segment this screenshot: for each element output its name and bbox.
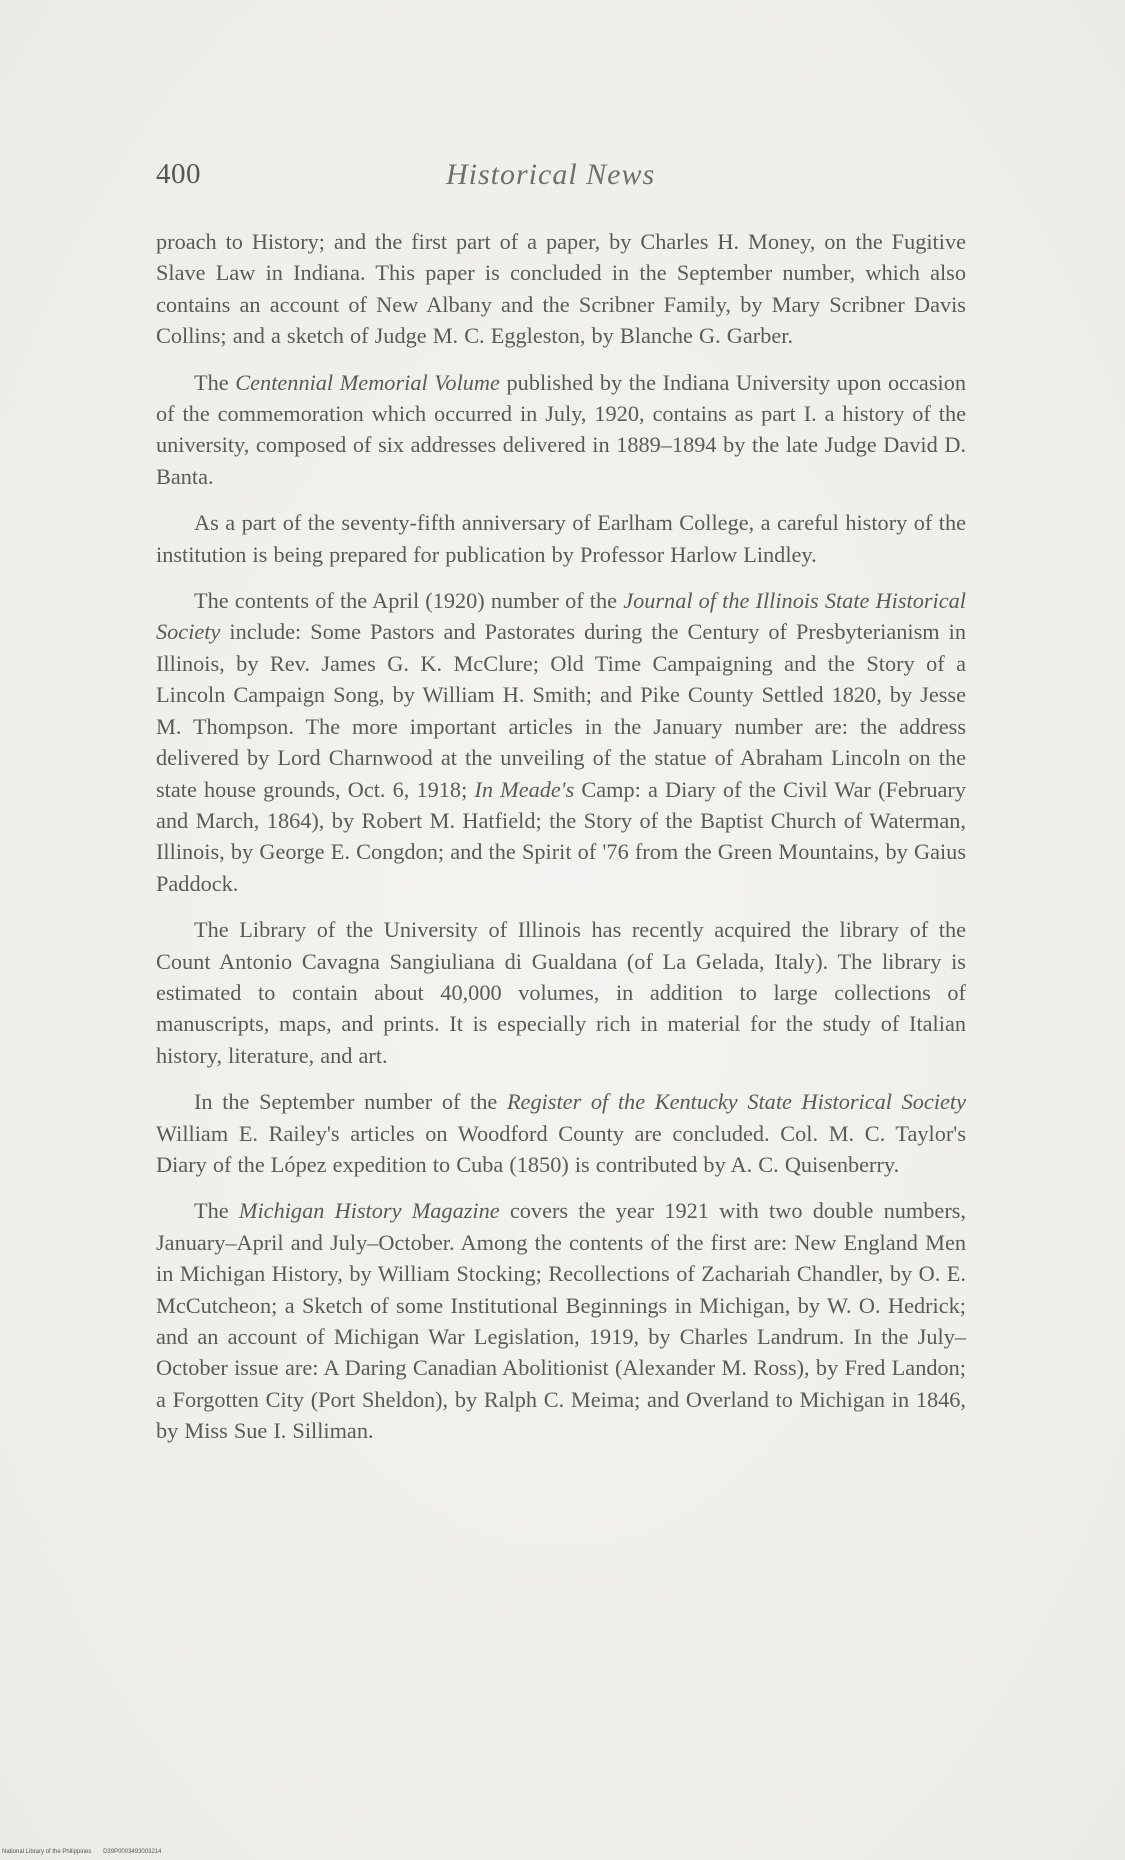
paragraph [156, 507, 966, 570]
text-run: published by the Indiana University upon occasion of the commemoration which occurred in July, 1920, contains as part I. a history of the university, composed of six addresses delivered in 1889–1894 by the late Judge David D. Banta. [156, 369, 966, 489]
paragraph [156, 367, 966, 493]
footer-code: D39P0003493003214 [103, 1849, 162, 1855]
paragraph [156, 1086, 966, 1180]
italic-title: In Meade's [474, 776, 575, 802]
text-run: covers the year 1921 with two double numbers, January–April and July–October. Among the contents of the first are: New England Men in Michigan History, by William Stocking; Recollections of Zachariah Chandler, by O. E. McCutcheon; a Sketch of some Institutional Beginnings in Michigan, by W. O. Hedrick; and an account of Michigan War Legislation, 1919, by Charles Landrum. In the July–October issue are: A Daring Canadian Abolitionist (Alexander M. Ross), by Fred Landon; a Forgotten City (Port Sheldon), by Ralph C. Meima; and Overland to Michigan in 1846, by Miss Sue I. Silliman. [156, 1198, 967, 1444]
italic-title: Journal of the Illinois State Historical Society [156, 588, 966, 645]
text-run: include: Some Pastors and Pastorates during the Century of Presbyterianism in Illinois, by Rev. James G. K. McClure; Old Time Campaigning and the Story of a Lincoln Campaign Song, by William H. Smith; and Pike County Settled 1820, by Jesse M. Thompson. The more important articles in the January number are: the address delivered by Lord Charnwood at the unveiling of the statue of Abraham Lincoln on the state house grounds, Oct. 6, 1918; [156, 619, 966, 802]
article-body [156, 226, 966, 1462]
scan-footer [2, 1849, 161, 1855]
text-run: Camp: a Diary of the Civil War (February and March, 1864), by Robert M. Hatfield; the Story of the Baptist Church of Waterman, Illinois, by George E. Congdon; and the Spirit of '76 from the Green Mountains, by Gaius Paddock. [156, 776, 966, 896]
text-run: The contents of the April (1920) number of the [194, 588, 624, 614]
page-number: 400 [156, 158, 201, 190]
footer-library: National Library of the Philippines [2, 1849, 92, 1855]
text-run: The Library of the University of Illinois has recently acquired the library of the Count Antonio Cavagna Sangiuliana di Gualdana (of La Gelada, Italy). The library is estimated to contain about 40,000 volumes, in addition to large collections of manuscripts, maps, and prints. It is especially rich in material for the study of Italian history, literature, and art. [156, 917, 966, 1068]
paragraph [156, 914, 966, 1071]
paragraph [156, 226, 966, 352]
italic-title: Register of the Kentucky State Historical Society [506, 1089, 967, 1115]
text-run: The [194, 369, 236, 395]
italic-title: Michigan History Magazine [238, 1198, 500, 1224]
italic-title: Centennial Memorial Volume [235, 369, 500, 395]
paragraph [156, 585, 966, 899]
page-header [156, 158, 966, 198]
paragraph [156, 1195, 966, 1446]
text-run: The [194, 1198, 239, 1224]
running-head: Historical News [446, 158, 656, 191]
text-run: As a part of the seventy-fifth anniversary of Earlham College, a careful history of the institution is being prepared for publication by Professor Harlow Lindley. [156, 510, 966, 567]
text-run: In the September number of the [194, 1089, 507, 1115]
text-run: William E. Railey's articles on Woodford County are concluded. Col. M. C. Taylor's Diary of the López expedition to Cuba (1850) is contributed by A. C. Quisenberry. [156, 1120, 966, 1177]
text-run: proach to History; and the first part of a paper, by Charles H. Money, on the Fugitive Slave Law in Indiana. This paper is concluded in the September number, which also contains an account of New Albany and the Scribner Family, by Mary Scribner Davis Collins; and a sketch of Judge M. C. Eggleston, by Blanche G. Garber. [156, 229, 966, 349]
